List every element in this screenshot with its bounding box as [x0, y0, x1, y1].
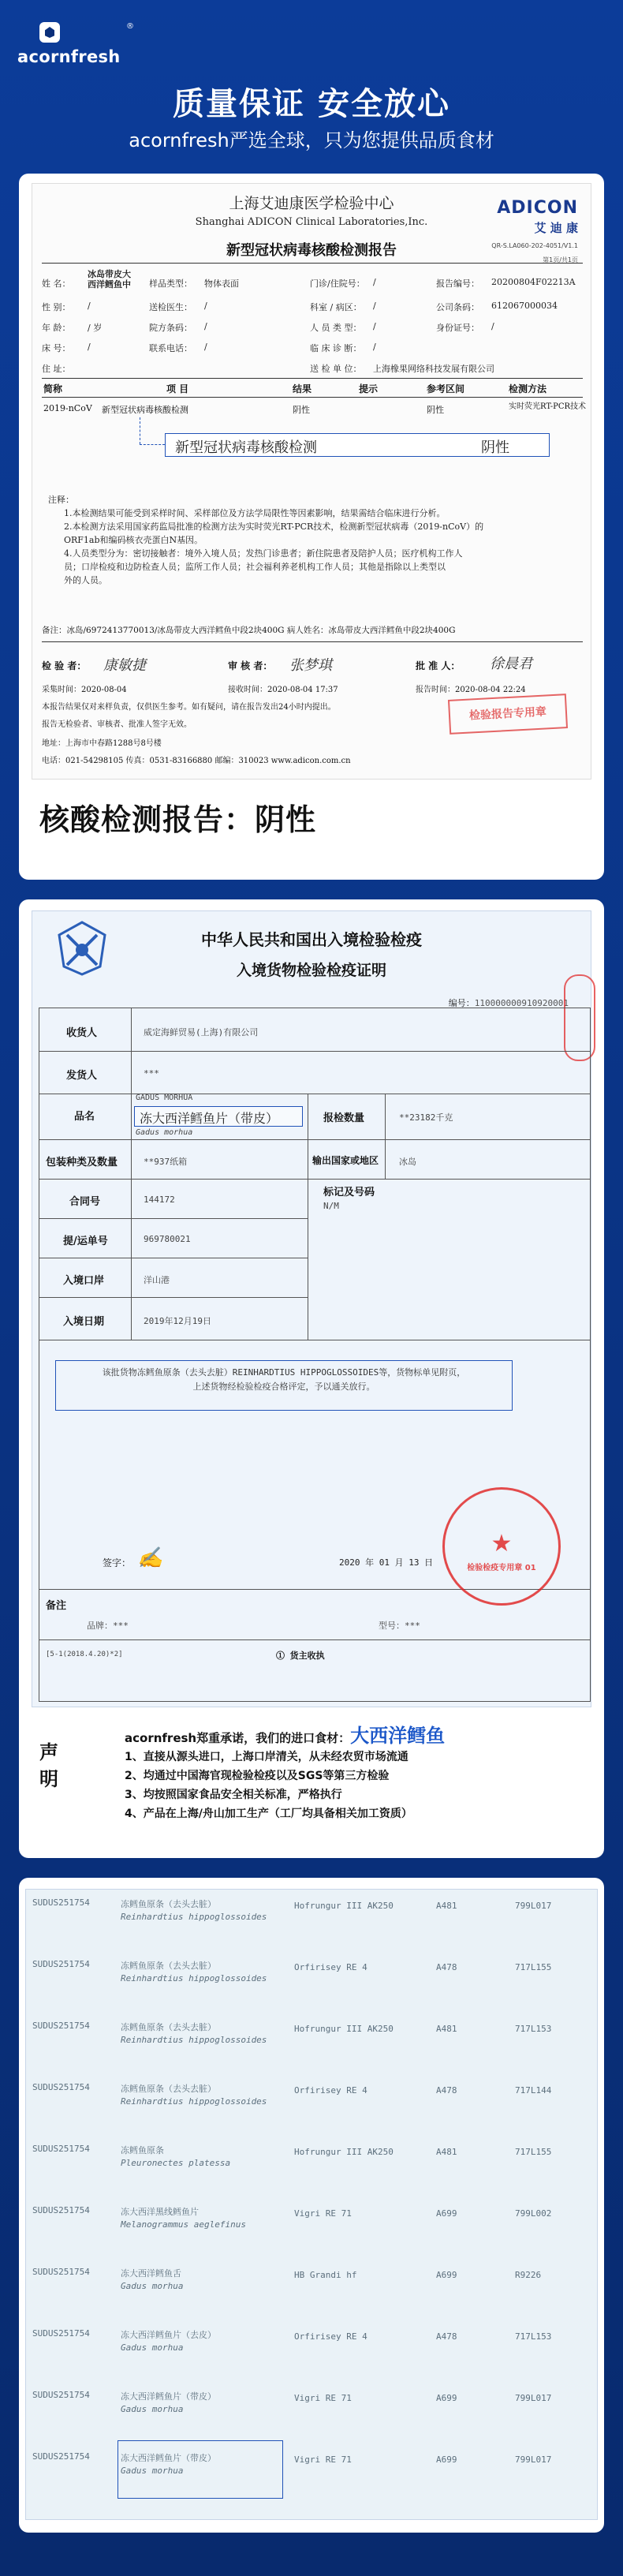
note-line: ORF1ab和编码核衣壳蛋白N基因。 [64, 535, 203, 545]
list-vessel: Vigri RE 71 [294, 2393, 352, 2403]
registered-mark: ® [126, 22, 134, 31]
list-code: SUDUS251754 [32, 2144, 90, 2154]
label: 门诊/住院号： [310, 279, 365, 289]
list-vessel-no: A699 [436, 2454, 457, 2465]
row-line [39, 1218, 308, 1219]
list-name-latin: Reinhardtius hippoglossoides [121, 2035, 267, 2045]
sender-value: *** [144, 1068, 159, 1079]
certificate-title: 入境货物检验检疫证明 [236, 962, 386, 979]
list-vessel-no: A478 [436, 2331, 457, 2342]
list-lot: 717L153 [515, 2331, 552, 2342]
list-name-latin: Gadus morhua [121, 2466, 184, 2476]
list-vessel-no: A699 [436, 2393, 457, 2403]
declaration-intro [125, 1720, 445, 1748]
inspection-seal [442, 1487, 561, 1606]
declaration-item: 4、产品在上海/舟山加工生产（工厂均具备相关加工资质） [125, 1808, 412, 1820]
label: 姓 名： [42, 279, 71, 289]
label: 送检医生： [149, 302, 192, 312]
report-title: 新型冠状病毒核酸检测报告 [226, 242, 397, 259]
list-code: SUDUS251754 [32, 1959, 90, 1969]
result-abbr: 2019-nCoV [43, 403, 92, 413]
nucleic-acid-report-card [19, 174, 604, 880]
model-value: 型号：*** [379, 1621, 420, 1631]
patient-name: 冰岛带皮大西洋鳕鱼中 [88, 269, 131, 290]
highlight-box [118, 2440, 283, 2499]
quarantine-certificate-card [19, 899, 604, 1858]
list-lot: 799L002 [515, 2208, 552, 2219]
adicon-name-cn: 艾 迪 康 [534, 221, 578, 235]
footer-line: 本报告结果仅对来样负责，仅供医生参考。如有疑问，请在报告发出24小时内提出。 [42, 703, 336, 712]
list-lot: 717L155 [515, 1962, 552, 1972]
declaration-item: 3、均按照国家食品安全相关标准，严格执行 [125, 1789, 342, 1801]
lab-name-en: Shanghai ADICON Clinical Laboratories,Inc. [195, 216, 428, 228]
notes-block [48, 493, 584, 587]
col-header: 结果 [293, 383, 312, 394]
age-value: / 岁 [88, 323, 103, 333]
list-lot: 799L017 [515, 2454, 552, 2465]
star-icon: ★ [491, 1530, 513, 1557]
diagnosis-value: / [373, 342, 376, 352]
list-vessel-no: A699 [436, 2208, 457, 2219]
list-name-cn: 冻大西洋鳕鱼片（带皮） [121, 2453, 216, 2463]
list-name-cn: 冻大西洋鳕鱼舌 [121, 2268, 181, 2279]
label: 性 别： [42, 302, 71, 312]
note-line: 1.本检测结果可能受到采样时间、采样部位及方法学局限性等因素影响，结果需结合临床进行分析。 [64, 508, 446, 518]
approver-label: 批 准 人： [416, 660, 461, 671]
list-code: SUDUS251754 [32, 2328, 90, 2339]
company-code: 612067000034 [491, 301, 558, 311]
receiver-label: 收货人 [66, 1027, 98, 1039]
col-line [385, 1094, 386, 1179]
seal-text: 检验检疫专用章 01 [467, 1564, 536, 1572]
marks-label: 标记及号码 [323, 1187, 375, 1198]
note-line: 4.人员类型分为：密切接触者：境外入境人员；发热门诊患者；新住院患者及陪护人员；医疗机构工作人 [64, 548, 463, 559]
list-lot: 717L155 [515, 2147, 552, 2157]
list-lot: 799L017 [515, 1901, 552, 1911]
divider [42, 641, 583, 642]
pack-label: 包装种类及数量 [46, 1157, 118, 1168]
list-code: SUDUS251754 [32, 1897, 90, 1908]
product-highlight: 冻大西洋鳕鱼片（带皮） [134, 1106, 303, 1127]
list-vessel-no: A478 [436, 2085, 457, 2096]
label: 公司条码： [436, 302, 479, 312]
list-code: SUDUS251754 [32, 2205, 90, 2215]
col-header: 检测方法 [509, 383, 547, 394]
report-number: 20200804F02213A [491, 277, 576, 287]
list-name-cn: 冻鳕鱼原条（去头去脏） [121, 2084, 216, 2094]
reviewer-label: 审 核 者： [228, 660, 273, 671]
keep-copy: ① 货主收执 [276, 1651, 325, 1661]
label: 床 号： [42, 343, 71, 353]
list-vessel: Orfirisey RE 4 [294, 1962, 367, 1972]
callout-result: 阴性 [481, 439, 509, 456]
list-vessel-no: A481 [436, 2024, 457, 2034]
list-vessel-no: A478 [436, 1962, 457, 1972]
remark-label: 备注 [46, 1600, 67, 1612]
note-line: 员；口岸检疫和边防检查人员；监所工作人员；社会福利养老机构工作人员；其他是指除以上类型以 [64, 562, 446, 572]
approver-signature: 徐晨君 [490, 656, 532, 672]
weight-value: **23182千克 [399, 1112, 453, 1123]
list-name-cn: 冻鳕鱼原条 [121, 2145, 164, 2155]
footer-line: 电话：021-54298105 传真：0531-83166880 邮编：310023 www.adicon.com.cn [42, 757, 351, 765]
result-method: 实时荧光RT-PCR技术 [509, 402, 587, 411]
doc-number: QR-S.LA060-202-4051/V1.1 [491, 242, 578, 249]
list-vessel: Vigri RE 71 [294, 2454, 352, 2465]
list-code: SUDUS251754 [32, 2451, 90, 2462]
list-name-cn: 冻鳕鱼原条（去头去脏） [121, 1961, 216, 1971]
divider [42, 263, 583, 264]
list-vessel-no: A481 [436, 2147, 457, 2157]
list-name-latin: Melanogrammus aeglefinus [121, 2219, 246, 2230]
label: 身份证号： [436, 323, 479, 333]
sign-date: 2020 年 01 月 13 日 [339, 1557, 434, 1568]
label: 人 员 类 型： [310, 323, 362, 333]
quarantine-certificate [32, 910, 591, 1707]
list-lot: 717L153 [515, 2024, 552, 2034]
label: 联系电话： [149, 343, 192, 353]
list-name-latin: Pleuronectes platessa [121, 2158, 231, 2168]
adicon-name: ADICON [497, 198, 578, 218]
receiver-value: 威定海鲜贸易(上海)有限公司 [144, 1027, 259, 1038]
nucleic-acid-result-caption: 核酸检测报告：阴性 [39, 802, 317, 837]
origin-label: 输出国家或地区 [312, 1155, 379, 1166]
list-vessel: Orfirisey RE 4 [294, 2331, 367, 2342]
list-vessel: Hofrungur III AK250 [294, 2024, 394, 2034]
marks-value: N/M [323, 1201, 339, 1211]
label: 报告编号： [436, 279, 479, 289]
list-name-latin: Reinhardtius hippoglossoides [121, 1973, 267, 1983]
brand-logo[interactable] [17, 22, 134, 66]
list-lot: R9226 [515, 2270, 542, 2280]
reviewer-signature: 张梦琪 [289, 657, 332, 674]
officer-signature: ✍ [137, 1546, 163, 1570]
origin-value: 冰岛 [399, 1157, 416, 1167]
declaration-block [32, 1715, 591, 1849]
goods-list-card [19, 1878, 604, 2533]
row-line [39, 1297, 308, 1298]
goods-list-document [25, 1889, 598, 2520]
hero-title: 质量保证 安全放心 [173, 86, 450, 122]
label: 科室 / 病区： [310, 302, 362, 312]
collect-time: 采集时间：2020-08-04 [42, 686, 127, 694]
hospital-code: / [204, 321, 207, 331]
list-vessel: Orfirisey RE 4 [294, 2085, 367, 2096]
page-header [0, 0, 623, 166]
certificate-number-value: 110000000910920001 [474, 998, 569, 1008]
product-latin-top: GADUS MORHUA [136, 1094, 193, 1102]
result-reference: 阴性 [427, 405, 444, 415]
callout-line [140, 444, 165, 445]
clinic-number: / [373, 277, 376, 287]
doctor-value: / [204, 301, 207, 311]
acorn-icon [39, 22, 60, 43]
list-code: SUDUS251754 [32, 2082, 90, 2092]
sex-value: / [88, 301, 91, 311]
row-line [39, 1639, 590, 1640]
keep-copy-text: 货主收执 [289, 1651, 325, 1661]
id-number: / [491, 321, 494, 331]
hero-subtitle: acornfresh严选全球，只为您提供品质食材 [129, 129, 494, 151]
certificate-number-label: 编号： [448, 998, 475, 1008]
footer-line: 报告无检验者、审核者、批准人签字无效。 [42, 720, 192, 729]
list-vessel-no: A481 [436, 1901, 457, 1911]
note-line: 外的人员。 [64, 575, 107, 585]
callout-item: 新型冠状病毒核酸检测 [175, 439, 317, 456]
report-time: 报告时间：2020-08-04 22:24 [416, 686, 526, 694]
footer-line: 地址：上海市中春路1288号8号楼 [42, 739, 162, 748]
inspector-label: 检 验 者： [42, 660, 87, 671]
weight-label: 报检数量 [323, 1112, 365, 1124]
list-name-cn: 冻鳕鱼原条（去头去脏） [121, 2022, 216, 2032]
sample-type: 物体表面 [204, 279, 239, 289]
brand-value: 品牌：*** [87, 1621, 129, 1631]
certificate-authority: 中华人民共和国出入境检验检疫 [201, 930, 422, 949]
list-code: SUDUS251754 [32, 2267, 90, 2277]
dept-value: / [373, 301, 376, 311]
date-label: 入境日期 [63, 1316, 105, 1328]
result-item: 新型冠状病毒核酸检测 [102, 405, 188, 415]
label: 院方条码： [149, 323, 192, 333]
col-header: 提示 [359, 383, 379, 394]
declaration-product: 大西洋鳕鱼 [350, 1725, 446, 1747]
result-callout [165, 433, 550, 457]
col-header: 参考区间 [427, 383, 465, 394]
notes-title: 注释： [48, 495, 74, 505]
product-label: 品名 [74, 1111, 95, 1123]
remark-line: 备注：冰岛/6972413770013/冰岛带皮大西洋鳕鱼中段2块400G 病人姓名：冰岛带皮大西洋鳕鱼中段2块400G [42, 626, 456, 635]
port-value: 洋山港 [144, 1275, 170, 1285]
lab-stamp: 检验报告专用章 [448, 694, 568, 735]
label: 年 龄： [42, 323, 71, 333]
list-vessel: Vigri RE 71 [294, 2208, 352, 2219]
label: 临 床 诊 断： [310, 343, 362, 353]
list-name-cn: 冻大西洋鳕鱼片（带皮） [121, 2391, 216, 2402]
clearance-line: 上述货物经检验检疫合格评定，予以通关放行。 [192, 1381, 375, 1392]
declaration-item: 2、均通过中国海官现检验检疫以及SGS等第三方检验 [125, 1770, 390, 1782]
result-value: 阴性 [293, 405, 310, 415]
declaration-intro-text: acornfresh郑重承诺，我们的进口食材： [125, 1731, 351, 1745]
list-name-latin: Gadus morhua [121, 2404, 184, 2414]
row-line [39, 1179, 590, 1180]
pack-value: **937纸箱 [144, 1157, 188, 1167]
list-name-cn: 冻鳕鱼原条（去头去脏） [121, 1899, 216, 1909]
note-line: 2.本检测方法采用国家药监局批准的检测方法为实时荧光RT-PCR技术，检测新型冠状病毒（2019-nCoV）的 [64, 522, 484, 532]
list-code: SUDUS251754 [32, 2021, 90, 2031]
clearance-line: 该批货物冻鳕鱼原条（去头去脏）REINHARDTIUS HIPPOGLOSSOIDES等，货物标单见附页， [102, 1367, 466, 1378]
bill-label: 提/运单号 [63, 1236, 108, 1247]
col-header: 项 目 [166, 383, 189, 394]
submitting-unit: 上海橡果网络科技发展有限公司 [373, 364, 494, 374]
divider [42, 378, 583, 379]
page-indicator: 第1页/共1页 [543, 256, 578, 264]
label: 样品类型： [149, 279, 192, 289]
list-code: SUDUS251754 [32, 2390, 90, 2400]
list-name-cn: 冻大西洋黑线鳕鱼片 [121, 2207, 199, 2217]
port-label: 入境口岸 [63, 1275, 105, 1287]
person-type: / [373, 321, 376, 331]
declaration-item: 1、直接从源头进口，上海口岸清关，从未经农贸市场流通 [125, 1751, 408, 1763]
list-vessel: Hofrungur III AK250 [294, 1901, 394, 1911]
product-latin-bottom: Gadus morhua [136, 1128, 193, 1137]
row-line [39, 1139, 590, 1140]
brand-name: acornfresh [17, 47, 121, 66]
col-line [131, 1008, 132, 1340]
adicon-logo [491, 198, 578, 264]
clearance-note [55, 1360, 513, 1411]
bill-value: 969780021 [144, 1234, 191, 1244]
receive-time: 接收时间：2020-08-04 17:37 [228, 686, 338, 694]
list-name-latin: Reinhardtius hippoglossoides [121, 1912, 267, 1922]
list-lot: 799L017 [515, 2393, 552, 2403]
contract-label: 合同号 [69, 1196, 101, 1208]
sign-label: 签字： [103, 1557, 132, 1568]
list-lot: 717L144 [515, 2085, 552, 2096]
bed-value: / [88, 342, 91, 352]
phone-value: / [204, 342, 207, 352]
list-name-latin: Reinhardtius hippoglossoides [121, 2096, 267, 2107]
sender-label: 发货人 [66, 1070, 98, 1082]
list-name-cn: 冻大西洋鳕鱼片（去皮） [121, 2330, 216, 2340]
list-name-latin: Gadus morhua [121, 2342, 184, 2353]
declaration-label: 声明 [39, 1741, 58, 1790]
inspector-signature: 康敏捷 [103, 657, 146, 674]
label: 住 址： [42, 364, 71, 374]
list-name-latin: Gadus morhua [121, 2281, 184, 2291]
col-header: 简称 [43, 383, 63, 394]
row-line [39, 1051, 590, 1052]
list-vessel: HB Grandi hf [294, 2270, 357, 2280]
form-number: [5-1(2018.4.20)*2] [46, 1651, 123, 1658]
lab-name-cn: 上海艾迪康医学检验中心 [229, 195, 394, 212]
divider [42, 397, 583, 398]
list-vessel-no: A699 [436, 2270, 457, 2280]
lab-report-document [32, 183, 591, 780]
label: 送 检 单 位： [310, 364, 362, 374]
date-value: 2019年12月19日 [144, 1316, 211, 1326]
contract-value: 144172 [144, 1195, 175, 1205]
list-vessel: Hofrungur III AK250 [294, 2147, 394, 2157]
